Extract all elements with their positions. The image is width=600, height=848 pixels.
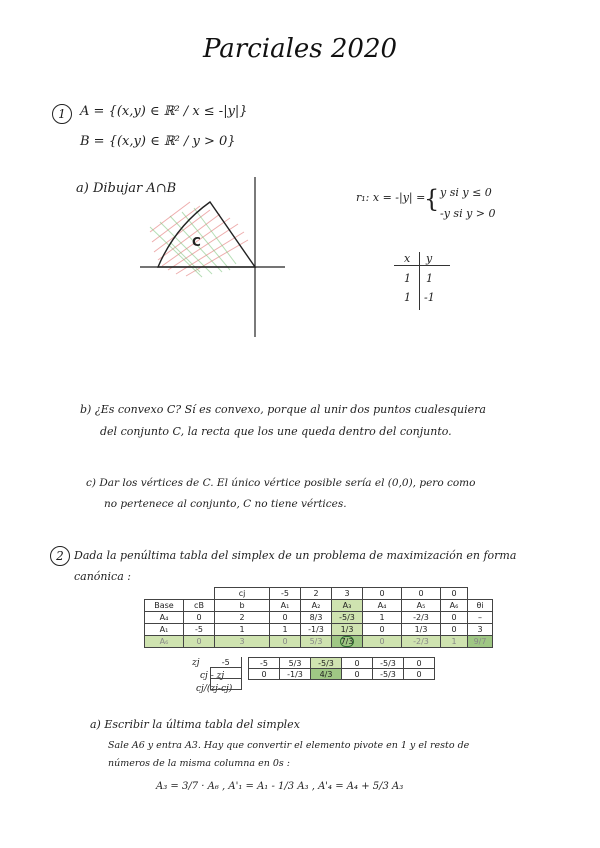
col-header: b (215, 600, 270, 612)
col-header: A₄ (363, 600, 402, 612)
part-a-heading: a) Dibujar A∩B (76, 181, 177, 196)
col-header: Base (145, 600, 184, 612)
problem-2-part-a-title: a) Escribir la última tabla del simplex (90, 718, 300, 731)
col-header: θi (468, 600, 493, 612)
region-c-label: C (192, 235, 201, 249)
col-header: A₆ (441, 600, 468, 612)
zj-label: zj (192, 658, 200, 668)
set-b-definition: B = {(x,y) ∈ ℝ² / y > 0} (80, 134, 236, 149)
part-c-line-1: c) Dar los vértices de C. El único vértice posible sería el (0,0), pero como (86, 477, 476, 489)
col-header: A₃ (332, 600, 363, 612)
brace: { (424, 185, 440, 213)
r1-case-2: -y si y > 0 (440, 207, 496, 220)
problem-number-1: 1 (52, 104, 72, 124)
xy-table-vline (419, 252, 420, 310)
xy-table-hline (394, 265, 450, 266)
part-b-line-1: b) ¿Es convexo C? Sí es convexo, porque al unir dos puntos cualesquiera (80, 403, 486, 416)
problem-2-part-a-line-1: Sale A6 y entra A3. Hay que convertir el elemento pivote en 1 y el resto de (108, 740, 470, 751)
cj-value: 0 (441, 588, 468, 600)
pivot-row: A₆ 0 3 0 5/3 7/3 0 -2/3 1 9/7 (145, 636, 493, 648)
problem-2-intro-1: Dada la penúltima tabla del simplex de un problema de maximización en forma (74, 549, 517, 562)
part-b-line-2: del conjunto C, la recta que los une queda dentro del conjunto. (100, 425, 452, 438)
col-header: A₁ (270, 600, 301, 612)
header-row (145, 600, 493, 612)
col-header: cB (184, 600, 215, 612)
cj-value: 3 (332, 588, 363, 600)
cj-label: cj (215, 588, 270, 600)
xy-header-x: x (404, 252, 411, 265)
region-graph (130, 172, 290, 342)
cj-value: 0 (363, 588, 402, 600)
table-row: A₄ 0 2 0 8/3 -5/3 1 -2/3 0 – (145, 612, 493, 624)
xy-cell: -1 (424, 291, 435, 304)
problem-2-part-a-line-2: números de la misma columna en 0s : (108, 758, 290, 769)
zj-row: -5 5/3 -5/3 0 -5/3 0 (249, 658, 435, 669)
col-header: A₅ (402, 600, 441, 612)
part-c-line-2: no pertenece al conjunto, C no tiene vértices. (104, 498, 347, 510)
cj-value: 0 (402, 588, 441, 600)
xy-header-y: y (426, 252, 433, 265)
r1-equation: r₁: x = -|y| = (356, 191, 426, 204)
xy-cell: 1 (404, 291, 411, 304)
set-a-definition: A = {(x,y) ∈ ℝ² / x ≤ -|y|} (80, 104, 248, 119)
page-title: Parciales 2020 (202, 34, 398, 64)
pivot-element: 7/3 (332, 636, 363, 648)
table-row: A₁ -5 1 1 -1/3 1/3 0 1/3 0 3 (145, 624, 493, 636)
xy-cell: 1 (404, 272, 411, 285)
cj-row (145, 588, 493, 600)
cj-zj-row: 0 -1/3 4/3 0 -5/3 0 (249, 669, 435, 680)
simplex-table (144, 587, 493, 648)
xy-cell: 1 (426, 272, 433, 285)
cj-value: 2 (301, 588, 332, 600)
problem-2-intro-2: canónica : (74, 570, 131, 583)
problem-2-formulas: A₃ = 3/7 · A₆ , A'₁ = A₁ - 1/3 A₃ , A'₄ = A₄ + 5/3 A₃ (156, 781, 404, 792)
cj-zj-label: cj - zj (200, 671, 225, 681)
problem-number-2: 2 (50, 546, 70, 566)
col-header: A₂ (301, 600, 332, 612)
cj-value: -5 (270, 588, 301, 600)
zj-b-column: -5 (210, 657, 242, 690)
zj-table (248, 657, 435, 680)
r1-case-1: y si y ≤ 0 (440, 186, 492, 199)
ratio-label: cj/(zj-cj) (196, 684, 233, 694)
